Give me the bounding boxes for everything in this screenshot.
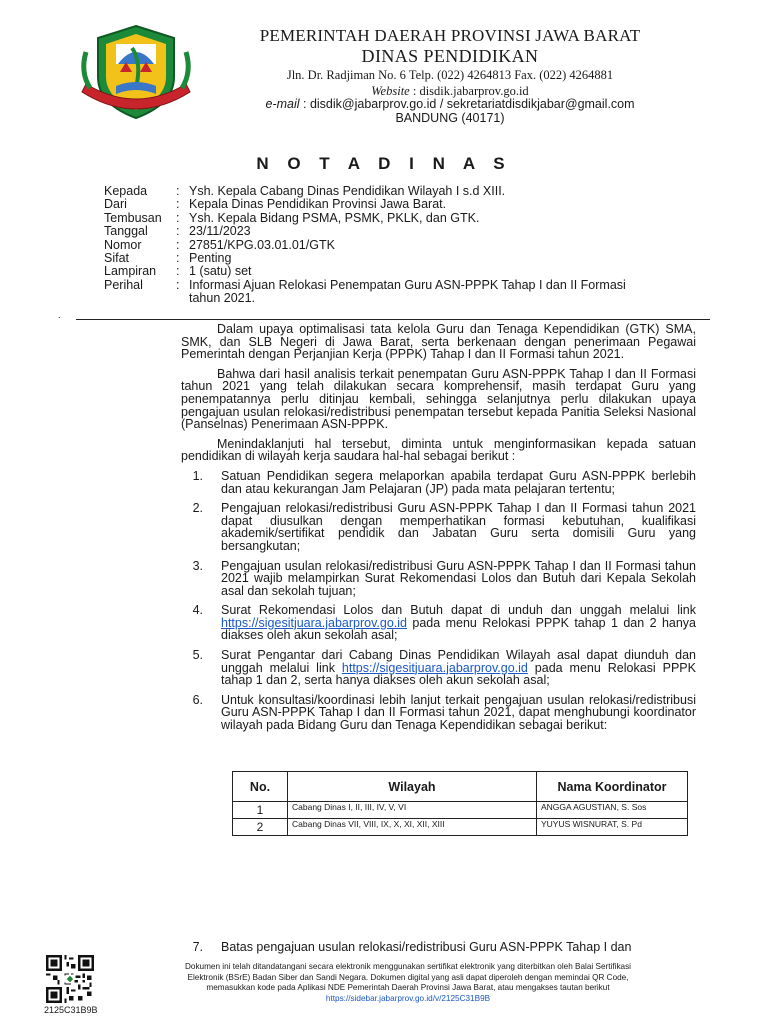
meta-value: Informasi Ajuan Relokasi Penempatan Guru ASN-PPPK Tahap I dan II Formasi tahun 2021. [189, 277, 626, 306]
letterhead-city: BANDUNG (40171) [395, 111, 505, 125]
cell-no: 2 [233, 819, 288, 836]
footer-line-1: Dokumen ini telah ditandatangani secara elektronik menggunakan sertifikat elektronik yang diterbitkan oleh Balai Sertifikasi [184, 962, 632, 971]
col-header-koordinator: Nama Koordinator [537, 772, 688, 802]
list-text: Untuk konsultasi/koordinasi lebih lanjut terkait pengajuan usulan relokasi/redistribusi Guru ASN-PPPK Tahap I dan II Formasi tahun 2021, dapat menghubungi koordinator wilayah pada Bidang Guru dan Tenaga Kependidikan sebagai berikut: [221, 692, 696, 733]
table-row [233, 802, 688, 819]
sigesitjuara-link[interactable]: https://sigesitjuara.jabarprov.go.id [221, 615, 407, 630]
west-java-coat-of-arms-icon [76, 22, 196, 122]
qr-code-icon[interactable] [46, 955, 94, 1003]
body-paragraph-3: Menindaklanjuti hal tersebut, diminta untuk menginformasikan kepada satuan pendidikan di wilayah kerja saudara hal-hal sebagai berikut : [181, 436, 696, 464]
margin-dot: . [58, 310, 61, 320]
list-text-after: pada menu Relokasi PPPK tahap 1 dan 2, serta hanya diakses oleh akun sekolah asal; [221, 660, 696, 688]
list-item [181, 604, 696, 642]
meta-row-nomor [104, 239, 639, 252]
meta-label: Tembusan [104, 210, 162, 225]
memo-meta [104, 185, 639, 306]
meta-label: Lampiran [104, 264, 157, 279]
sigesitjuara-link[interactable]: https://sigesitjuara.jabarprov.go.id [341, 660, 528, 675]
meta-value: Kepala Dinas Pendidikan Provinsi Jawa Barat. [189, 197, 447, 212]
list-text-after: pada menu Relokasi PPPK tahap 1 dan 2 hanya diakses oleh akun sekolah asal; [221, 615, 696, 643]
meta-value: Penting [189, 251, 232, 266]
col-header-wilayah: Wilayah [288, 772, 537, 802]
meta-row-dari [104, 198, 639, 211]
verification-link[interactable]: https://sidebar.jabarprov.go.id/v/2125C31B9B [325, 993, 491, 1003]
meta-colon: : [176, 237, 180, 252]
cell-koordinator: ANGGA AGUSTIAN, S. Sos [537, 802, 688, 819]
list-text-before: Surat Rekomendasi Lolos dan Butuh dapat di unduh dan unggah melalui link [221, 603, 696, 618]
list-item-7 [181, 940, 696, 954]
website-label: Website [371, 84, 410, 98]
meta-colon: : [176, 251, 180, 266]
meta-value: Ysh. Kepala Bidang PSMA, PSMK, PKLK, dan GTK. [189, 210, 480, 225]
cell-wilayah: Cabang Dinas I, II, III, IV, V, VI [288, 802, 537, 819]
cell-wilayah: Cabang Dinas VII, VIII, IX, X, XI, XII, XIII [288, 819, 537, 836]
meta-value: Ysh. Kepala Cabang Dinas Pendidikan Wilayah I s.d XIII. [189, 184, 506, 198]
instruction-list [181, 470, 696, 732]
body-paragraph-2: Bahwa dari hasil analisis terkait penempatan Guru ASN-PPPK Tahap I dan II Formasi tahun 2021 yang telah dilakukan secara komprehensif, masih terdapat Guru yang penempatannya perlu ditinjau kembali, sehingga selanjutnya perlu dilakukan upaya pengajuan usulan relokasi/redistribusi penempatan tersebut kepada Panitia Seleksi Nasional (Panselnas) Penerimaan ASN-PPPK. [181, 366, 696, 432]
list-text: Pengajuan usulan relokasi/redistribusi Guru ASN-PPPK Tahap I dan II Formasi tahun 2021 wajib melampirkan Surat Rekomendasi Lolos dan Butuh dari Kepala Sekolah asal dan sekolah tujuan; [221, 558, 696, 598]
letterhead-address: Jln. Dr. Radjiman No. 6 Telp. (022) 4264813 Fax. (022) 4264881 [286, 68, 614, 82]
meta-row-tembusan [104, 212, 639, 225]
meta-label: Kepada [104, 184, 148, 198]
list-text: Batas pengajuan usulan relokasi/redistribusi Guru ASN-PPPK Tahap I dan [221, 940, 632, 954]
list-text [221, 649, 696, 687]
memo-body [181, 323, 696, 739]
header-divider [76, 319, 710, 320]
col-header-no: No. [233, 772, 288, 802]
list-number: 3. [192, 558, 203, 573]
meta-colon: : [176, 184, 180, 198]
document-title: N O T A D I N A S [256, 154, 512, 173]
letterhead-department: DINAS PENDIDIKAN [361, 46, 539, 66]
letterhead-email [200, 97, 700, 111]
list-item [181, 560, 696, 598]
list-item [181, 694, 696, 732]
table-row [233, 819, 688, 836]
meta-colon: : [176, 210, 180, 225]
meta-label: Nomor [104, 237, 142, 252]
list-number: 2. [192, 501, 203, 516]
list-number: 7. [192, 940, 203, 954]
list-number: 5. [192, 648, 203, 663]
list-item [181, 470, 696, 495]
meta-value: 1 (satu) set [189, 264, 252, 279]
email-value[interactable]: : disdik@jabarprov.go.id / sekretariatdisdikjabar@gmail.com [303, 97, 635, 111]
meta-colon: : [176, 264, 180, 279]
meta-label: Sifat [104, 251, 130, 266]
list-text-before: Surat Pengantar dari Cabang Dinas Pendidikan Wilayah asal dapat diunduh dan unggah melalui link [221, 648, 696, 675]
list-text: Pengajuan relokasi/redistribusi Guru ASN-PPPK Tahap I dan II Formasi tahun 2021 dapat diusulkan dengan memperhatikan formasi kebutuhan, kualifikasi akademik/sertifikat pendidik dan Jabatan Guru serta domisili Guru yang bersangkutan; [221, 501, 696, 553]
cell-no: 1 [233, 802, 288, 819]
coordinator-table [232, 771, 688, 836]
meta-colon: : [176, 197, 180, 212]
email-label: e-mail [265, 97, 300, 111]
list-item [181, 649, 696, 687]
website-value[interactable]: : disdik.jabarprov.go.id [412, 84, 529, 98]
meta-colon: : [176, 277, 180, 292]
list-item [181, 502, 696, 552]
meta-row-tanggal [104, 225, 639, 238]
table-header-row [233, 772, 688, 802]
meta-colon: : [176, 224, 180, 239]
meta-label: Perihal [104, 277, 143, 292]
list-number: 1. [192, 468, 203, 483]
cell-koordinator: YUYUS WISNURAT, S. Pd [537, 819, 688, 836]
meta-label: Tanggal [104, 224, 148, 239]
qr-code-text: 2125C31B9B [44, 1005, 98, 1015]
meta-value: 23/11/2023 [189, 224, 251, 239]
list-number: 4. [192, 603, 203, 618]
list-text [221, 604, 696, 642]
meta-row-kepada [104, 185, 639, 198]
letterhead-government: PEMERINTAH DAERAH PROVINSI JAWA BARAT [259, 26, 641, 45]
meta-row-lampiran [104, 265, 639, 278]
body-paragraph-1: Dalam upaya optimalisasi tata kelola Guru dan Tenaga Kependidikan (GTK) SMA, SMK, dan SLB Negeri di Jawa Barat, serta berkenaan dengan penerimaan Pegawai Pemerintah dengan Perjanjian Kerja (PPPK) Tahap I dan II Formasi tahun 2021. [181, 322, 696, 362]
e-signature-notice [120, 962, 696, 1004]
meta-label: Dari [104, 197, 127, 212]
meta-value: 27851/KPG.03.01.01/GTK [189, 237, 335, 252]
meta-row-perihal [104, 279, 639, 306]
list-text: Satuan Pendidikan segera melaporkan apabila terdapat Guru ASN-PPPK berlebih dan atau kekurangan Jam Pelajaran (JP) pada mata pelajaran tertentu; [221, 468, 696, 496]
list-number: 6. [192, 692, 203, 707]
meta-row-sifat [104, 252, 639, 265]
footer-line-3: memasukkan kode pada Aplikasi NDE Pemerintah Daerah Provinsi Jawa Barat, atau mengakses tautan berikut [206, 983, 610, 992]
footer-line-2: Elektronik (BSrE) Badan Siber dan Sandi Negara. Dokumen digital yang asli dapat diperoleh dengan memindai QR Code, [187, 972, 629, 982]
